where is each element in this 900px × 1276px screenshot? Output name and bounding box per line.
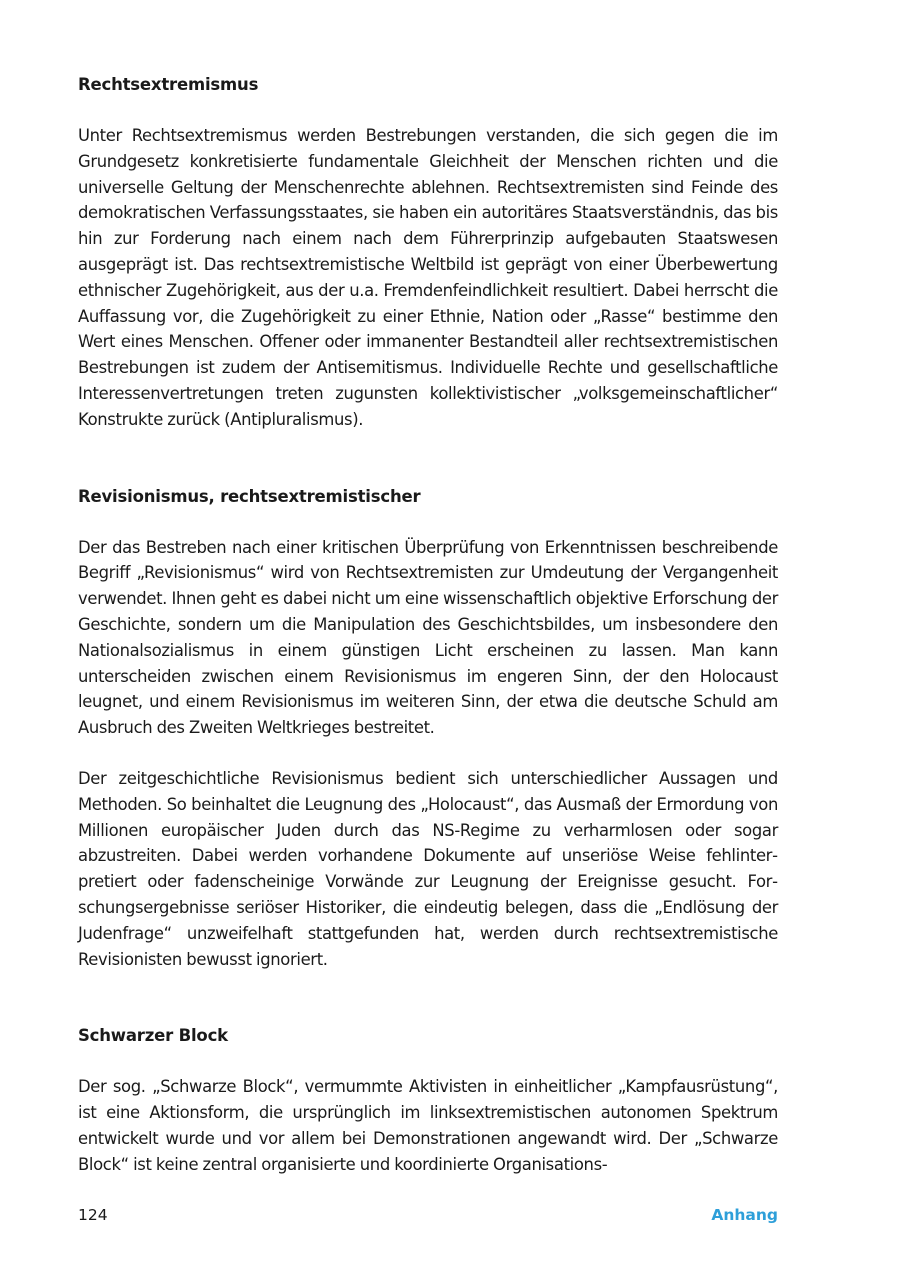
page-content [78,72,778,1178]
section-paragraph: Unter Rechtsextremismus werden Bestrebungen verstanden, die sich gegen die im Grundgesetz konkretisierte fundamentale Gleichheit der Menschen richten und die universelle Geltung der Menschenrechte ablehnen. Rechtsextremisten sind Feinde des demokratischen Verfassungsstaates, sie haben ein autoritäres Staatsverständnis, das bis hin zur Forderung nach einem nach dem Führerprinzip aufgebauten Staatswesen ausgeprägt ist. Das rechtsextremistische Weltbild ist geprägt von einer Überbewertung ethnischer Zugehörigkeit, aus der u.a. Fremdenfeindlichkeit resultiert. Dabei herrscht die Auffassung vor, die Zugehörigkeit zu einer Ethnie, Nation oder „Rasse“ bestimme den Wert eines Menschen. Offener oder immanenter Bestandteil aller rechtsextremistischen Bestrebungen ist zudem der Antisemitismus. Individuelle Rechte und gesellschaftliche Interessenvertretungen treten zugunsten kollektivistischer „volksgemeinschaftlicher“ Konstrukte zurück (Antipluralismus). [78,126,778,429]
chapter-label: Anhang [711,1206,778,1224]
section-paragraph: Der das Bestreben nach einer kritischen Überprüfung von Erkenntnissen beschreibende Begriff „Revisionismus“ wird von Rechtsextremisten zur Umdeutung der Vergangenheit verwendet. Ihnen geht es dabei nicht um eine wissenschaftlich objektive Erforschung der Geschichte, sondern um die Manipulation des Geschichtsbildes, um insbesondere den Nationalsozialismus in einem günstigen Licht erscheinen zu lassen. Man kann unterscheiden zwischen einem Revisionismus im engeren Sinn, der den Holocaust leugnet, und einem Revisionismus im weiteren Sinn, der etwa die deutsche Schuld am Ausbruch des Zweiten Weltkrieges bestreitet. [78,537,778,738]
page-footer [78,1203,778,1227]
section-paragraph: Der sog. „Schwarze Block“, vermummte Aktivisten in einheitlicher „Kampfausrüstung“, ist eine Aktionsform, die ursprünglich im linksextremistischen autonomen Spektrum entwickelt wurde und vor allem bei Demonstrationen angewandt wird. Der „Schwarze Block“ ist keine zentral organisierte und koordinierte Organisations- [78,1077,778,1174]
section-heading: Schwarzer Block [78,1026,228,1046]
page-number: 124 [78,1206,108,1224]
section-heading: Revisionismus, rechtsextremistischer [78,486,421,506]
section-heading: Rechtsextremismus [78,75,259,94]
section-revisionismus [78,484,778,973]
section-schwarzer-block [78,1023,778,1177]
section-rechtsextremismus [78,72,778,433]
section-paragraph: Der zeitgeschichtliche Revisionismus bedient sich unterschiedlicher Aussagen und Methoden. So beinhaltet die Leugnung des „Holocaust“, das Ausmaß der Ermordung von Millionen europäischer Juden durch das NS-Regime zu verharmlosen oder sogar abzustreiten. Dabei werden vorhandene Dokumente auf unseriöse Weise fehlinterpretiert oder fadenscheinige Vorwände zur Leugnung der Ereignisse gesucht. Forschungsergebnisse seriöser Historiker, die eindeutig belegen, dass die „Endlösung der Judenfrage“ unzweifelhaft stattgefunden hat, werden durch rechtsextremistische Revisionisten bewusst ignoriert. [78,768,778,969]
